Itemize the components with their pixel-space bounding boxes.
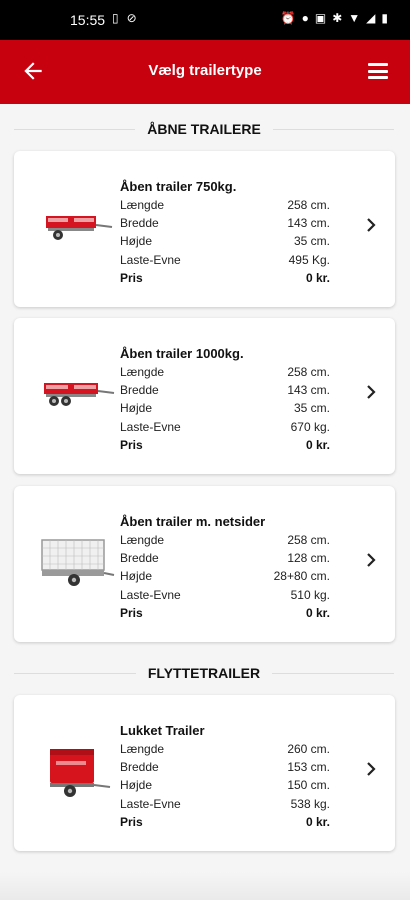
spec-label: Bredde: [120, 551, 159, 566]
app-bar: [0, 40, 410, 104]
spec-label: Længde: [120, 742, 165, 756]
spec-label: Laste-Evne: [120, 587, 181, 602]
price-label: Pris: [120, 605, 143, 620]
spec-list: [120, 363, 330, 454]
spec-label: Laste-Evne: [120, 419, 181, 434]
spec-label: Længde: [120, 365, 165, 379]
chevron-right-icon[interactable]: [365, 760, 377, 778]
mesh-sided-trailer-image: [30, 526, 116, 596]
wifi-icon: ▼: [348, 11, 361, 25]
spec-value: 258 cm.: [287, 365, 330, 379]
price-value: 0 kr.: [305, 270, 330, 285]
section-header-moving-trailer: [14, 663, 394, 683]
closed-box-trailer-image: [30, 735, 116, 805]
chevron-right-icon[interactable]: [365, 216, 377, 234]
spec-label: Længde: [120, 198, 165, 212]
spec-value: 258 cm.: [287, 533, 330, 547]
section-title: FLYTTETRAILER: [147, 665, 261, 681]
signal-icon: ◢: [366, 11, 376, 25]
spec-label: Højde: [120, 778, 153, 793]
spec-value: 538 kg.: [290, 796, 330, 811]
spec-value: 495 Kg.: [288, 252, 330, 267]
red-open-trailer-single-axle-image: [30, 191, 116, 261]
spec-value: 143 cm.: [287, 383, 330, 398]
spec-value: 128 cm.: [287, 551, 330, 566]
gallery-icon: ▣: [314, 11, 327, 25]
price-label: Pris: [120, 270, 143, 285]
page-title: Vælg trailertype: [148, 62, 262, 79]
spec-list: [120, 196, 330, 287]
location-icon: ●: [301, 11, 309, 25]
spec-value: 28+80 cm.: [273, 569, 330, 584]
spec-value: 510 kg.: [290, 587, 330, 602]
trailer-card[interactable]: [14, 318, 395, 474]
spec-label: Bredde: [120, 383, 159, 398]
spec-label: Højde: [120, 401, 153, 416]
price-label: Pris: [120, 814, 143, 829]
trailer-name: Lukket Trailer: [120, 723, 205, 738]
spec-value: 35 cm.: [293, 234, 330, 249]
sim-card-icon: ▯: [112, 11, 119, 25]
trailer-name: Åben trailer 750kg.: [120, 179, 237, 194]
spec-list: [120, 740, 330, 831]
spec-label: Højde: [120, 234, 153, 249]
price-value: 0 kr.: [305, 605, 330, 620]
trailer-card[interactable]: [14, 486, 395, 642]
battery-icon: ▮: [381, 11, 388, 25]
spec-value: 35 cm.: [293, 401, 330, 416]
hamburger-menu-icon[interactable]: [368, 63, 388, 79]
spec-label: Laste-Evne: [120, 252, 181, 267]
trailer-name: Åben trailer 1000kg.: [120, 346, 244, 361]
spec-value: 260 cm.: [287, 742, 330, 756]
price-label: Pris: [120, 437, 143, 452]
spec-value: 258 cm.: [287, 198, 330, 212]
bottom-fade: [0, 872, 410, 900]
chevron-right-icon[interactable]: [365, 551, 377, 569]
section-header-open-trailers: [14, 119, 394, 139]
price-value: 0 kr.: [305, 814, 330, 829]
trailer-card[interactable]: [14, 151, 395, 307]
spec-label: Bredde: [120, 216, 159, 231]
trailer-name: Åben trailer m. netsider: [120, 514, 266, 529]
bug-icon: ✱: [332, 11, 343, 25]
red-open-trailer-double-axle-image: [30, 358, 116, 428]
status-bar: [0, 0, 410, 40]
spec-label: Længde: [120, 533, 165, 547]
mute-icon: ⊘: [126, 11, 137, 25]
spec-label: Bredde: [120, 760, 159, 775]
spec-label: Højde: [120, 569, 153, 584]
spec-value: 150 cm.: [287, 778, 330, 793]
chevron-right-icon[interactable]: [365, 383, 377, 401]
alarm-icon: ⏰: [280, 11, 296, 25]
price-value: 0 kr.: [305, 437, 330, 452]
spec-value: 143 cm.: [287, 216, 330, 231]
section-title: ÅBNE TRAILERE: [147, 121, 261, 137]
spec-value: 670 kg.: [290, 419, 330, 434]
spec-label: Laste-Evne: [120, 796, 181, 811]
trailer-card[interactable]: [14, 695, 395, 851]
spec-list: [120, 531, 330, 622]
spec-value: 153 cm.: [287, 760, 330, 775]
status-time: 15:55: [70, 12, 106, 28]
